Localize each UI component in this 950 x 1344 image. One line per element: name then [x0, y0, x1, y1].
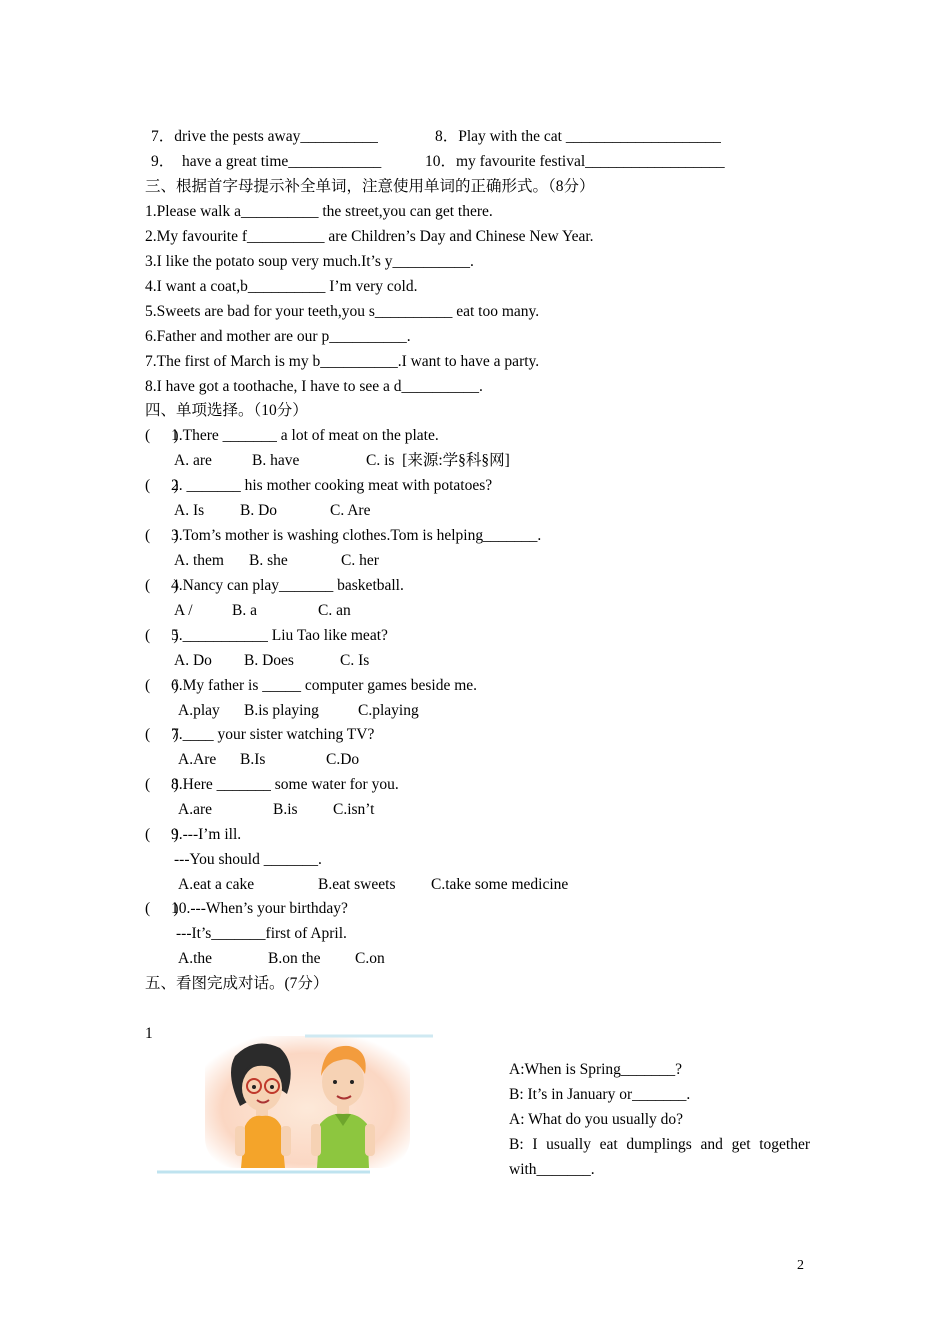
s3-item: 1.Please walk a__________ the street,you can get there. — [145, 203, 493, 220]
s2-item-8: 8．Play with the cat ____________________ — [435, 128, 721, 145]
question-stem: 5.___________ Liu Tao like meat? — [171, 627, 388, 644]
option-b: B.on the — [268, 950, 321, 967]
answer-bracket: ( ) — [145, 527, 179, 544]
option-a: A. them — [174, 552, 224, 569]
s3-item: 3.I like the potato soup very much.It’s y__________. — [145, 253, 474, 270]
dialog-line: A:When is Spring_______? — [509, 1061, 683, 1078]
answer-bracket: ( ) — [145, 900, 179, 917]
question-stem: 1.There _______ a lot of meat on the plate. — [171, 427, 439, 444]
option-b: B.is playing — [244, 702, 319, 719]
option-a: A / — [174, 602, 193, 619]
s3-item: 2.My favourite f__________ are Children’s Day and Chinese New Year. — [145, 228, 594, 245]
option-c: C.take some medicine — [431, 876, 569, 893]
option-b: B.is — [273, 801, 298, 818]
question-stem: 6.My father is _____ computer games beside me. — [171, 677, 478, 694]
option-b: B. Do — [240, 502, 278, 519]
question-stem: 2. _______ his mother cooking meat with potatoes? — [171, 477, 493, 494]
option-c: C. Are — [330, 502, 371, 519]
option-c: C. an — [318, 602, 351, 619]
option-a: A.play — [178, 702, 220, 719]
option-a: A.Are — [178, 751, 217, 768]
option-c: C. her — [341, 552, 379, 569]
section5-heading: 五、看图完成对话。(7分） — [145, 975, 329, 992]
option-b: B. she — [249, 552, 288, 569]
question-subline: ---You should _______. — [174, 851, 322, 868]
answer-bracket: ( ) — [145, 477, 179, 494]
s2-item-7: 7．drive the pests away__________ — [151, 128, 378, 145]
option-b: B.Is — [240, 751, 266, 768]
dialog-line: B: It’s in January or_______. — [509, 1086, 691, 1103]
question-stem: 8.Here _______ some water for you. — [171, 776, 399, 793]
option-a: A.are — [178, 801, 212, 818]
s3-item: 6.Father and mother are our p__________. — [145, 328, 411, 345]
option-a: A. are — [174, 452, 212, 469]
question-stem: 4.Nancy can play_______ basketball. — [171, 577, 404, 594]
answer-bracket: ( ) — [145, 826, 179, 843]
option-b: B. have — [252, 452, 300, 469]
option-b: B.eat sweets — [318, 876, 396, 893]
page-number: 2 — [797, 1258, 804, 1273]
s3-item: 4.I want a coat,b__________ I’m very cold. — [145, 278, 418, 295]
option-c: C.on — [355, 950, 385, 967]
answer-bracket: ( ) — [145, 427, 179, 444]
option-c: C.isn’t — [333, 801, 375, 818]
s3-item: 5.Sweets are bad for your teeth,you s__________ eat too many. — [145, 303, 540, 320]
question-stem: 9.---I’m ill. — [171, 826, 242, 843]
option-b: B. a — [232, 602, 257, 619]
section3-heading: 三、根据首字母提示补全单词，注意使用单词的正确形式。（8分） — [145, 178, 595, 195]
answer-bracket: ( ) — [145, 726, 179, 743]
answer-bracket: ( ) — [145, 627, 179, 644]
option-a: A. Is — [174, 502, 205, 519]
option-c: C. is [来源:学§科§网] — [366, 452, 510, 469]
option-c: C. Is — [340, 652, 370, 669]
question-stem: 7.____ your sister watching TV? — [171, 726, 375, 743]
dialog-line: B: I usually eat dumplings and get together — [509, 1136, 810, 1153]
question-stem: 3.Tom’s mother is washing clothes.Tom is helping_______. — [171, 527, 542, 544]
answer-bracket: ( ) — [145, 677, 179, 694]
s2-item-10: 10．my favourite festival__________________ — [425, 153, 725, 170]
answer-bracket: ( ) — [145, 776, 179, 793]
option-c: C.playing — [358, 702, 419, 719]
option-b: B. Does — [244, 652, 294, 669]
option-a: A. Do — [174, 652, 212, 669]
dialog-line: A: What do you usually do? — [509, 1111, 684, 1128]
answer-bracket: ( ) — [145, 577, 179, 594]
two-children-illustration — [155, 1034, 435, 1176]
question-stem: 10.---When’s your birthday? — [171, 900, 348, 917]
option-a: A.the — [178, 950, 213, 967]
s3-item: 8.I have got a toothache, I have to see a d__________. — [145, 378, 483, 395]
option-c: C.Do — [326, 751, 360, 768]
question-subline: ---It’s_______first of April. — [176, 925, 347, 942]
dialog-line: with_______. — [509, 1161, 595, 1178]
s3-item: 7.The first of March is my b__________.I want to have a party. — [145, 353, 540, 370]
s2-item-9: 9． have a great time____________ — [151, 153, 382, 170]
picture-number: 1 — [145, 1025, 153, 1042]
option-a: A.eat a cake — [178, 876, 255, 893]
section4-heading: 四、单项选择。（10分） — [145, 402, 308, 419]
